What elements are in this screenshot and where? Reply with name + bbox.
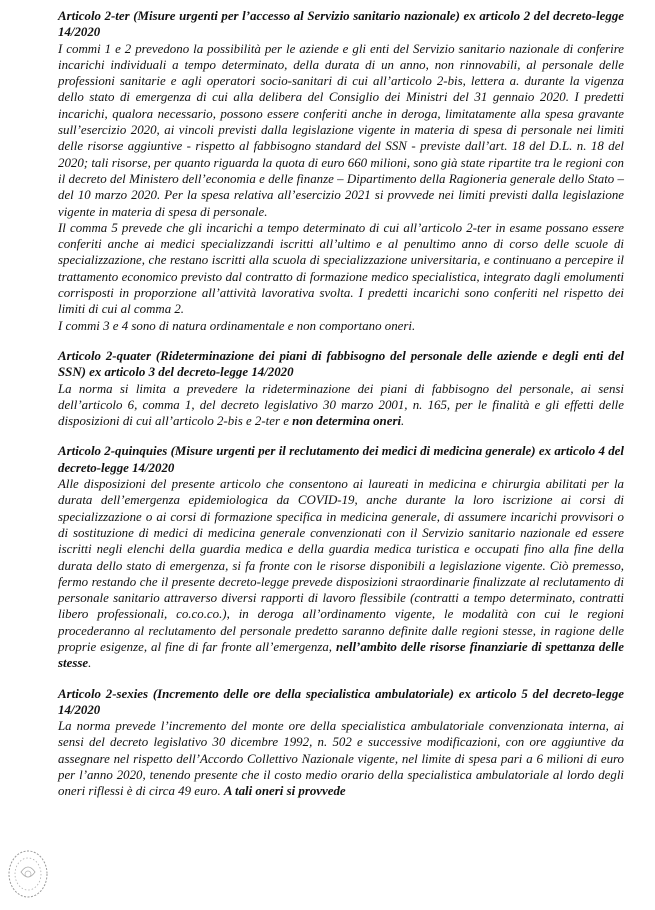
section-article-2-quinquies <box>58 443 624 671</box>
paragraph: I commi 1 e 2 prevedono la possibilità per le aziende e gli enti del Servizio sanitario nazionale di conferire incarichi individuali a tempo determinato, della durata di un anno, non rinnovabili, al personale delle professioni sanitarie e agli operatori socio-sanitari di cui all’articolo 2-bis, lettera a. durante la vigenza dello stato di emergenza di cui alla delibera del Consiglio dei Ministri del 31 gennaio 2020. I predetti incarichi, qualora necessario, possono essere conferiti anche in deroga, limitatamente alla spesa gravante sull’esercizio 2020, ai vincoli previsti dalla legislazione vigente in materia di spesa di personale nei limiti delle risorse aggiuntive - rispetto al fabbisogno standard del SSN - previste dall’art. 18 del D.L. n. 18 del 2020; tali risorse, per quanto riguarda la quota di euro 660 milioni, sono già state ripartite tra le regioni con il decreto del Ministero dell’economia e delle finanze – Dipartimento della Ragioneria generale dello Stato – del 10 marzo 2020. Per la spesa relativa all’esercizio 2021 si provvede nei limiti previsti dalla legislazione vigente in materia di spesa di personale. <box>58 41 624 219</box>
stamp-seal-icon <box>6 848 50 900</box>
section-heading: Articolo 2-sexies (Incremento delle ore della specialistica ambulatoriale) ex articolo 5 del decreto-legge 14/2020 <box>58 686 624 717</box>
paragraph-bold-text: A tali oneri si provvede <box>223 784 346 799</box>
document-page <box>58 8 624 800</box>
paragraph-bold-text: nell’ambito delle risorse finanziarie di spettanza delle stesse <box>58 639 624 671</box>
paragraph <box>58 381 624 430</box>
paragraph-text: Alle disposizioni del presente articolo che consentono ai laureati in medicina e chirurgia abilitati per la durata dell’emergenza epidemiologica da COVID-19, anche durante la loro iscrizione ai corsi di specializzazione o ai corsi di formazione specifica in medicina generale, di assumere incarichi provvisori o di sostituzione di medici di medicina generale convenzionati con il Servizio sanitario nazionale ed essere iscritti negli elenchi della guardia medica e della guardia medica turistica e occupati fino alla fine della durata dello stato di emergenza, si fa fronte con le risorse disponibili a legislazione vigente. Ciò premesso, fermo restando che il presente decreto-legge prevede disposizioni straordinarie finalizzate al reclutamento di personale sanitario attraverso diversi rapporti di lavoro flessibile (contratti a tempo determinato, contratti libero professionali, co.co.co.), in deroga all’ordinamento vigente, le modalità con cui le regioni procederanno al reclutamento del personale predetto saranno definite dalle regioni stesse, in ragione delle proprie esigenze, al fine di far fronte all’emergenza, <box>58 477 624 654</box>
section-heading: Articolo 2-ter (Misure urgenti per l’accesso al Servizio sanitario nazionale) ex articolo 2 del decreto-legge 14/2020 <box>58 9 624 40</box>
section-article-2-sexies <box>58 686 624 800</box>
paragraph-tail: . <box>401 414 405 429</box>
paragraph-text: La norma si limita a prevedere la rideterminazione dei piani di fabbisogno del personale, ai sensi dell’articolo 6, comma 1, del decreto legislativo 30 marzo 2001, n. 165, per le finalità e gli effetti delle disposizioni di cui all’articolo 2-bis e 2-ter e <box>58 381 624 429</box>
paragraph-text: La norma prevede l’incremento del monte ore della specialistica ambulatoriale convenzionata interna, ai sensi del decreto legislativo 30 dicembre 1992, n. 502 e successive modificazioni, con ore aggiuntive da assegnare nel rispetto dell’Accordo Collettivo Nazionale vigente, nel limite di spesa pari a 6 milioni di euro per l’anno 2020, tenendo presente che il costo medio orario della specialistica ambulatoriale al lordo degli oneri riflessi è di circa 49 euro. <box>58 719 624 799</box>
paragraph <box>58 718 624 799</box>
paragraph-tail: . <box>88 656 92 671</box>
paragraph: Il comma 5 prevede che gli incarichi a tempo determinato di cui all’articolo 2-ter in esame possano essere conferiti anche ai medici specializzandi iscritti all’ultimo e al penultimo anno di corso delle scuole di specializzazione, che restano iscritti alla scuola di specializzazione universitaria, e continuano a percepire il trattamento economico previsto dal contratto di formazione medico specialistica, integrato dagli emolumenti corrisposti in proporzione all’attività lavorativa svolta. I predetti incarichi sono conferiti nel rispetto dei limiti di cui al comma 2. <box>58 220 624 317</box>
paragraph-bold-text: non determina oneri <box>292 414 402 429</box>
paragraph <box>58 476 624 672</box>
section-article-2-ter <box>58 8 624 334</box>
section-heading: Articolo 2-quinquies (Misure urgenti per il reclutamento dei medici di medicina generale) ex articolo 4 del decreto-legge 14/2020 <box>58 444 624 475</box>
section-heading: Articolo 2-quater (Rideterminazione dei piani di fabbisogno del personale delle aziende e degli enti del SSN) ex articolo 3 del decreto-legge 14/2020 <box>58 348 624 380</box>
paragraph: I commi 3 e 4 sono di natura ordinamentale e non comportano oneri. <box>58 318 416 333</box>
section-article-2-quater <box>58 348 624 429</box>
